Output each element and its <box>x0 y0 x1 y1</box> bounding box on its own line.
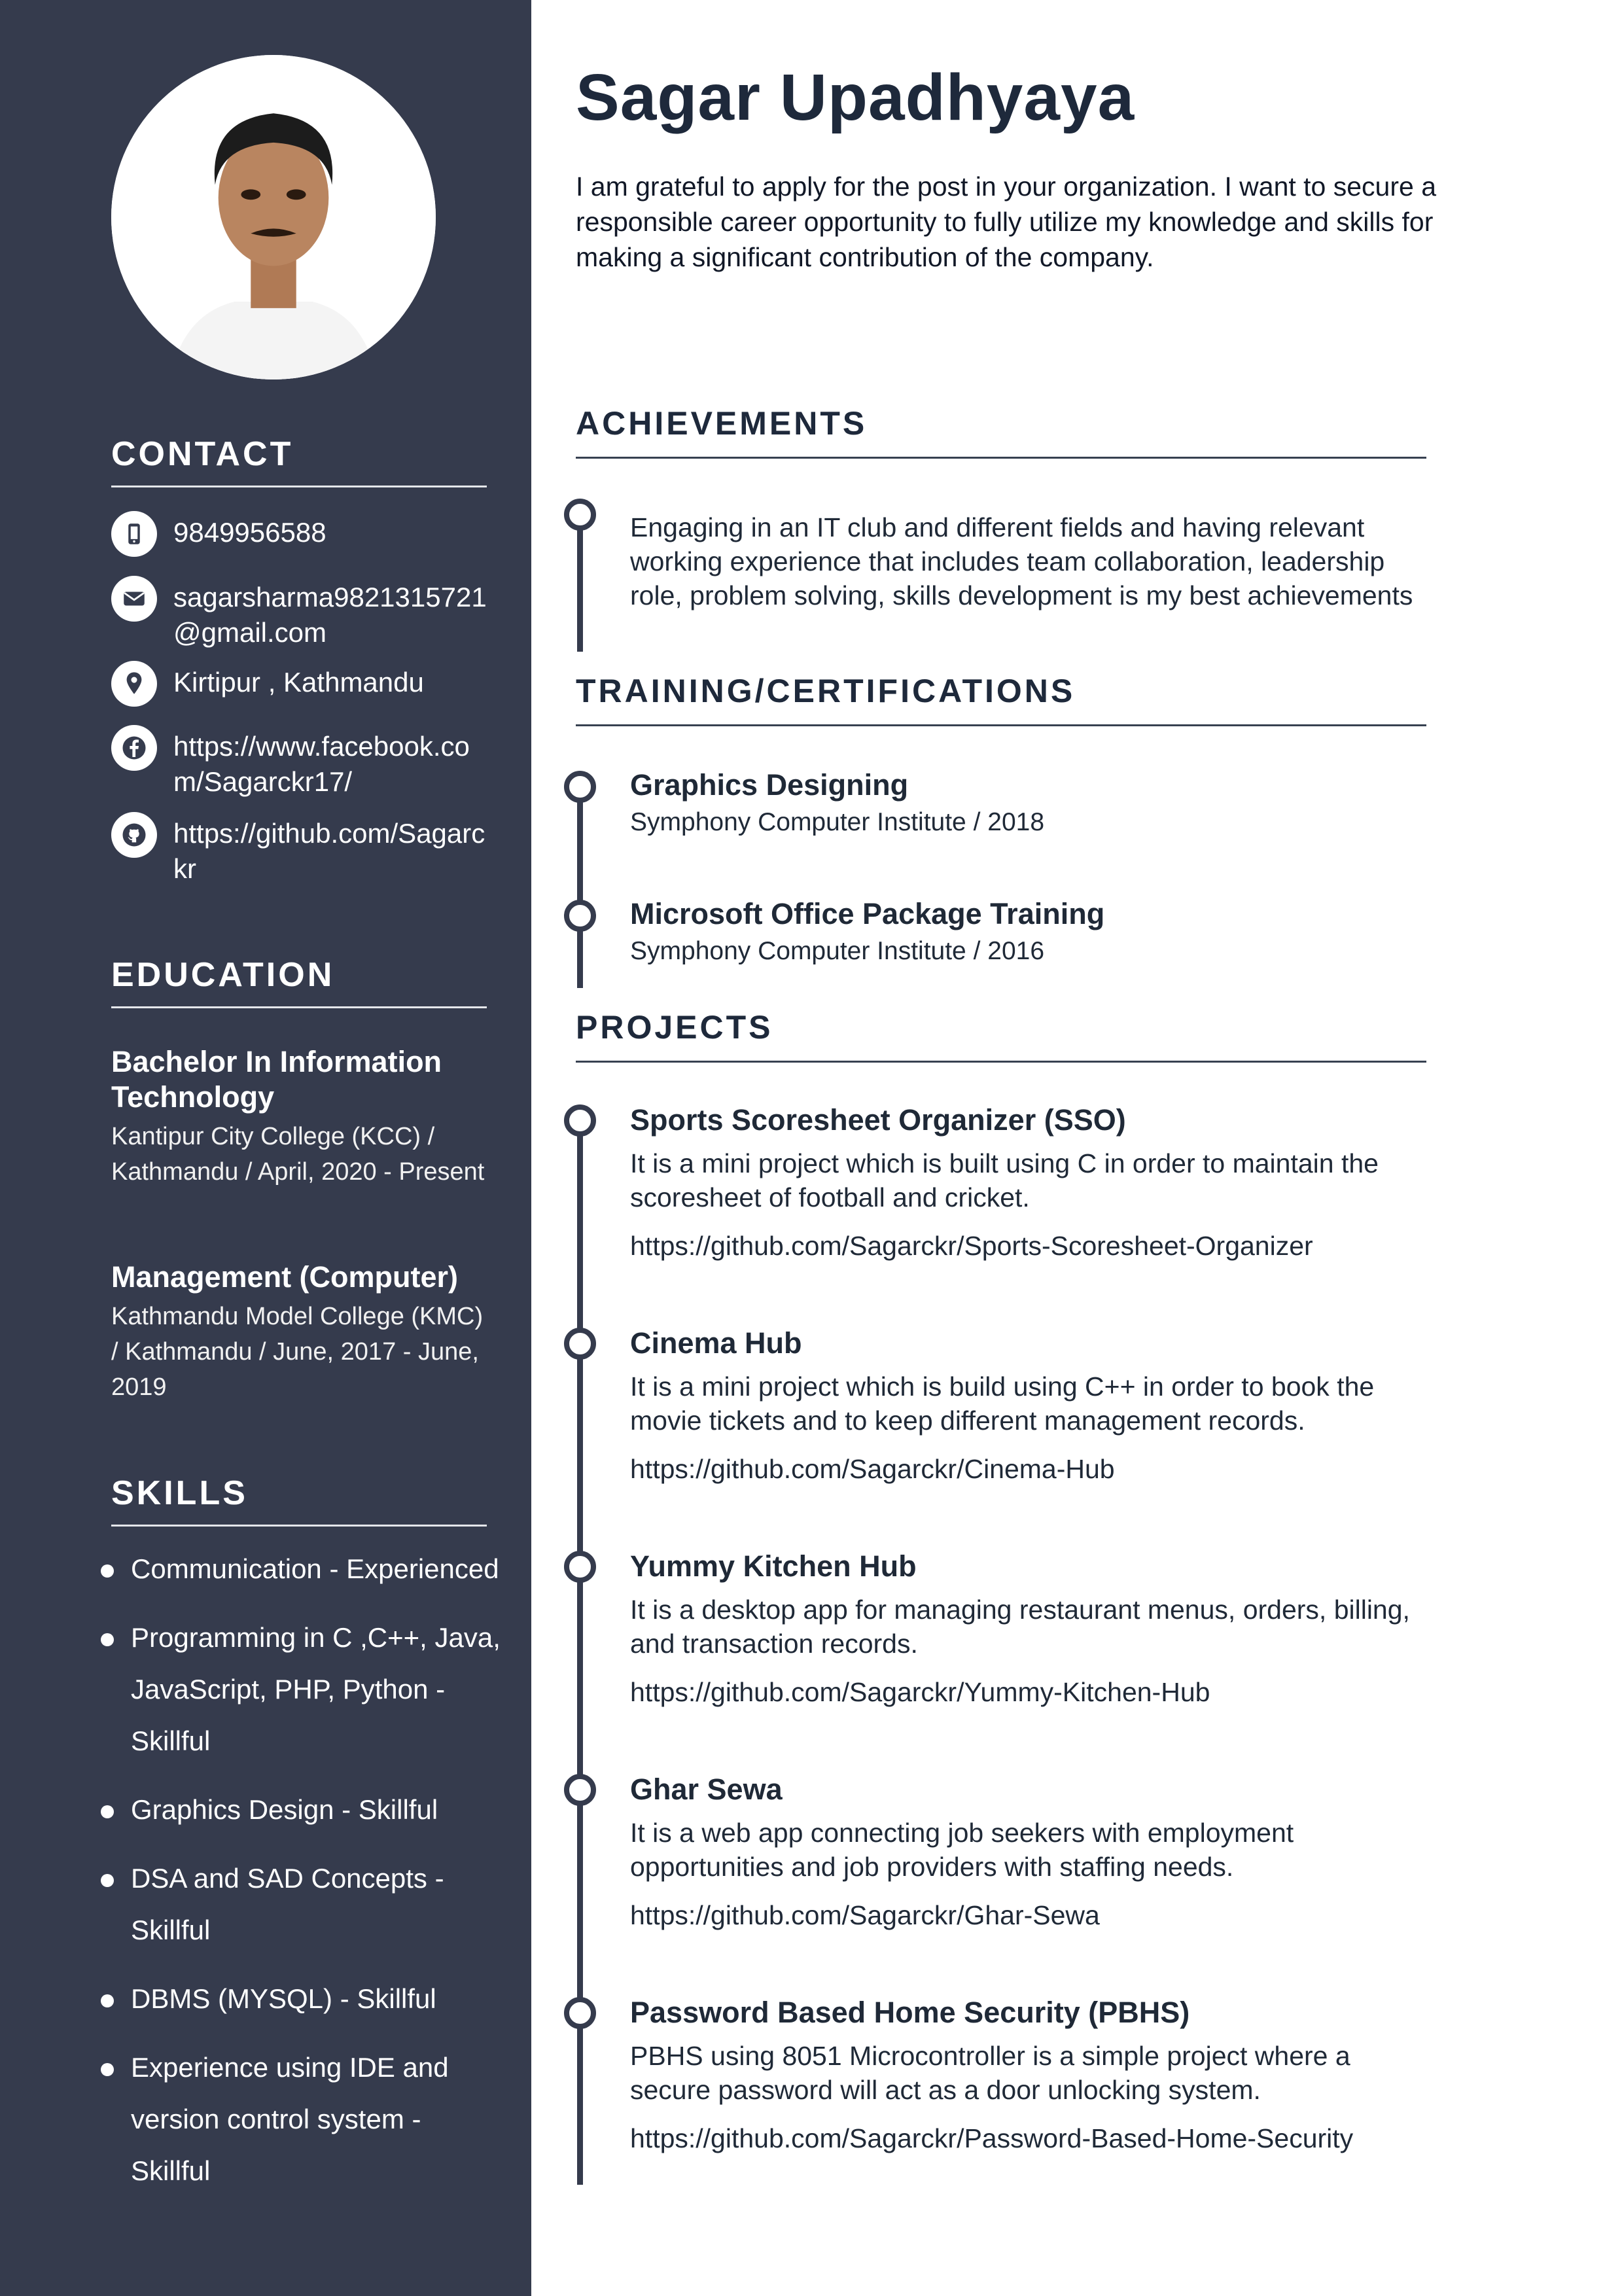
training-timeline <box>577 780 583 988</box>
timeline-dot <box>564 1997 596 2029</box>
education-info: Kantipur City College (KCC) / Kathmandu / April, 2020 - Present <box>111 1123 485 1186</box>
project-link[interactable]: https://github.com/Sagarckr/Ghar-Sewa <box>630 1900 1100 1930</box>
project-title: Password Based Home Security (PBHS) <box>630 1996 1190 2029</box>
timeline-dot <box>564 771 596 803</box>
project-link[interactable]: https://github.com/Sagarckr/Cinema-Hub <box>630 1454 1115 1484</box>
project-description: It is a mini project which is built using C in order to maintain the scoresheet of football and cricket. <box>630 1148 1379 1212</box>
skill-item: Programming in C ,C++, Java, JavaScript, PHP, Python - Skillful <box>111 1612 504 1767</box>
education-degree: Management (Computer) <box>111 1260 459 1294</box>
candidate-name: Sagar Upadhyaya <box>576 61 1135 134</box>
achievement-text: Engaging in an IT club and different fields and having relevant working experience that includes team collaboration, leadership role, problem solving, skills development is my best achievements <box>630 512 1413 610</box>
project-link[interactable]: https://github.com/Sagarckr/Yummy-Kitchen-Hub <box>630 1677 1210 1707</box>
project-title: Ghar Sewa <box>630 1773 783 1806</box>
project-entry <box>630 1994 1428 2155</box>
project-entry <box>630 1548 1428 1709</box>
contact-heading: CONTACT <box>111 434 487 487</box>
achievements-heading: ACHIEVEMENTS <box>576 404 1426 459</box>
project-entry <box>630 1102 1428 1263</box>
contact-location <box>111 661 497 707</box>
education-item <box>111 1044 491 1190</box>
project-entry <box>630 1325 1428 1486</box>
facebook-link[interactable]: https://www.facebook.com/Sagarckr17/ <box>173 731 470 797</box>
project-description: PBHS using 8051 Microcontroller is a simple project where a secure password will act as a door unlocking system. <box>630 2041 1350 2105</box>
profile-summary: I am grateful to apply for the post in your organization. I want to secure a responsible career opportunity to fully utilize my knowledge and skills for making a significant contribution of the company. <box>576 171 1437 272</box>
contact-github[interactable] <box>111 812 497 887</box>
skill-item: DBMS (MYSQL) - Skillful <box>111 1973 504 2024</box>
profile-photo-image <box>111 55 436 380</box>
timeline-dot <box>564 499 596 531</box>
education-item <box>111 1260 491 1405</box>
sidebar <box>0 0 531 2296</box>
education-info: Kathmandu Model College (KMC) / Kathmandu / June, 2017 - June, 2019 <box>111 1303 484 1401</box>
training-heading: TRAINING/CERTIFICATIONS <box>576 672 1426 726</box>
training-institute: Symphony Computer Institute / 2016 <box>630 937 1045 965</box>
training-entry <box>630 767 1428 839</box>
project-title: Sports Scoresheet Organizer (SSO) <box>630 1103 1126 1137</box>
timeline-dot <box>564 1104 596 1137</box>
phone-number: 9849956588 <box>173 517 326 548</box>
skills-heading: SKILLS <box>111 1474 487 1527</box>
timeline-dot <box>564 1551 596 1583</box>
timeline-dot <box>564 900 596 932</box>
project-description: It is a web app connecting job seekers with employment opportunities and job providers with staffing needs. <box>630 1818 1294 1882</box>
projects-heading: PROJECTS <box>576 1008 1426 1063</box>
mail-icon <box>111 576 157 622</box>
phone-icon <box>111 511 157 557</box>
achievements-timeline <box>577 513 583 652</box>
training-institute: Symphony Computer Institute / 2018 <box>630 808 1045 836</box>
profile-photo <box>111 55 436 380</box>
achievement-entry <box>630 510 1428 612</box>
skill-item: Experience using IDE and version control system - Skillful <box>111 2041 504 2197</box>
timeline-dot <box>564 1774 596 1806</box>
skills-list <box>111 1543 504 2214</box>
email-address[interactable]: sagarsharma9821315721@gmail.com <box>173 582 487 648</box>
training-entry <box>630 896 1428 968</box>
skill-item: DSA and SAD Concepts - Skillful <box>111 1852 504 1956</box>
contact-email[interactable] <box>111 576 497 650</box>
education-degree: Bachelor In Information Technology <box>111 1045 442 1114</box>
contact-phone <box>111 511 497 557</box>
skill-item: Communication - Experienced <box>111 1543 504 1595</box>
timeline-dot <box>564 1328 596 1360</box>
project-title: Yummy Kitchen Hub <box>630 1549 917 1583</box>
education-heading: EDUCATION <box>111 955 487 1008</box>
github-link[interactable]: https://github.com/Sagarckr <box>173 818 485 884</box>
github-icon <box>111 812 157 858</box>
project-link[interactable]: https://github.com/Sagarckr/Sports-Scoresheet-Organizer <box>630 1231 1313 1261</box>
training-title: Graphics Designing <box>630 768 909 802</box>
project-title: Cinema Hub <box>630 1326 802 1360</box>
training-title: Microsoft Office Package Training <box>630 897 1105 930</box>
project-description: It is a mini project which is build using C++ in order to book the movie tickets and to keep different management records. <box>630 1371 1375 1436</box>
project-link[interactable]: https://github.com/Sagarckr/Password-Based-Home-Security <box>630 2123 1354 2153</box>
location-text: Kirtipur , Kathmandu <box>173 667 424 698</box>
project-description: It is a desktop app for managing restaurant menus, orders, billing, and transaction records. <box>630 1595 1410 1659</box>
skill-item: Graphics Design - Skillful <box>111 1784 504 1835</box>
project-entry <box>630 1771 1428 1932</box>
map-pin-icon <box>111 661 157 707</box>
contact-facebook[interactable] <box>111 725 497 800</box>
facebook-icon <box>111 725 157 771</box>
